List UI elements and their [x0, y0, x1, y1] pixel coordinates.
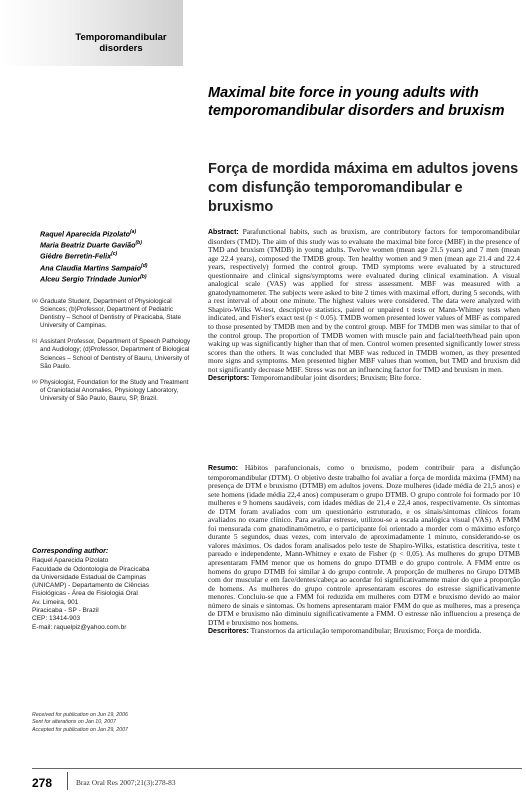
accepted-date: Accepted for publication on Jan 29, 2007 — [32, 726, 129, 733]
corresponding-line: Av. Limeira, 901 — [32, 598, 79, 606]
corresponding-line: da Universidade Estadual de Campinas — [32, 573, 147, 581]
descriptors-text: Temporomandibular joint disorders; Bruxism; Bite force. — [250, 373, 422, 383]
author: Maria Beatriz Duarte Gavião$^{(b)}$ — [40, 240, 142, 250]
corresponding-email[interactable]: E-mail: raquelpiz@yahoo.com.br — [32, 623, 127, 631]
affiliation: (a) Graduate Student, Department of Physiological Sciences; (b)Professor, Department of Pediatric Dentistry – School of Dentistry of Piracicaba, State University of Campinas. — [32, 298, 182, 330]
descritores-text: Transtornos da articulação temporomandibular; Bruxismo; Força de mordida. — [250, 626, 482, 636]
affiliation: (e) Physiologist, Foundation for the Study and Treatment of Craniofacial Anomalies, Physiology Laboratory, University of São Paulo, Bauru, SP, Brazil. — [32, 378, 189, 402]
corresponding-author — [32, 548, 197, 632]
resumo-label: Resumo: — [208, 465, 238, 472]
author-list — [40, 228, 205, 284]
corresponding-line: Faculdade de Odontologia de Piracicaba — [32, 565, 150, 573]
abstract-label: Abstract: — [208, 229, 239, 236]
page-number: 278 — [32, 776, 53, 790]
abstract — [208, 228, 520, 384]
descritores-label: Descritores: — [208, 628, 249, 636]
corresponding-line: CEP: 13414-903 — [32, 615, 81, 623]
article-title-english: Maximal bite force in young adults with temporomandibular disorders and bruxism — [208, 85, 505, 119]
corresponding-line: Piracicaba - SP - Brazil — [32, 607, 99, 615]
corresponding-line: (UNICAMP) - Departamento de Ciências — [32, 582, 150, 590]
corresponding-line: Raquel Aparecida Pizolato — [32, 557, 109, 565]
descriptors-label: Descriptors: — [208, 375, 250, 383]
author: Giédre Berretin-Felix$^{(c)}$ — [40, 251, 118, 261]
affiliation: (c) Assistant Professor, Department of Speech Pathology and Audiology; (d)Professor, Department of Biological Sciences – School of Dentistry of Bauru, University of São Paulo. — [32, 338, 191, 370]
sent-date: Sent for alterations on Jan 10, 2007 — [32, 719, 116, 726]
resumo-text: Hábitos parafuncionais, como o bruxismo, podem contribuir para a disfunção temporomandibular (DTM). O objetivo deste trabalho foi avaliar a força de mordida máxima (FMM) na presença de DTM e bruxismo (DTMB) em adultos jovens. Doze mulheres (idade média de 21,5 anos) e sete homens (idade média 22,4 anos) compuseram o grupo DTMB. O grupo controle foi formado por 10 mulheres e 9 homens saudáveis, com idades médias de 21,4 e 22,4 anos, respectivamente. Os sintomas de DTM foram avaliados com um questionário estruturado, e os sinais/sintomas clínicos foram avaliados no exame clínico. Para avaliar estresse, utilizou-se a escala analógica visual (VAS). A FMM foi mensurada com gnatodinamômetro, e o participante foi orientado a morder com o máximo esforço durante 5 segundos, duas vezes, com intervalo de aproximadamente 1 minuto, considerando-se os valores máximos. Os dados foram analisados pelo teste de Shapiro-Wilks, estatística descritiva, teste t pareado e independente, Mann-Whitney e exato de Fisher (p < 0,05). As mulheres do grupo DTMB apresentaram FMM menor que os homens do grupo DTMB e do grupo controle. A FMM entre os homens do grupo DTMB foi similar à do grupo controle. A proporção de mulheres no Grupo DTMB com dor muscular e em face/dentes/cabeça ao acordar foi significativamente maior do que a proporção de homens. As mulheres do grupo controle apresentaram escores do estresse significativamente menores. Concluiu-se que a FMM foi reduzida em mulheres com DTM e bruxismo devido ao maior número de sinais e sintomas. Os homens apresentaram maior FMM do que as mulheres, mas a presença de DTM e bruxismo não diminuiu significativamente a FMM. O estresse não influenciou a presença de DTM e bruxismo nos homens. — [208, 463, 521, 627]
section-tab-label: Temporomandibular disorders — [75, 32, 167, 54]
publication-dates — [32, 712, 197, 734]
footer-separator — [67, 772, 68, 790]
article-title-portuguese: Força de mordida máxima em adultos jovens com disfunção temporomandibular e bruxismo — [208, 161, 519, 215]
corresponding-line: Fisiológicas - Área de Fisiologia Oral — [32, 590, 138, 598]
author: Alceu Sergio Trindade Junior$^{(b)}$ — [40, 273, 147, 284]
author: Ana Claudia Martins Sampaio$^{(d)}$ — [40, 262, 148, 272]
received-date: Received for publication on Jun 19, 2006 — [32, 712, 128, 718]
corresponding-author-heading: Corresponding author: — [32, 548, 109, 555]
abstract-text: Parafunctional habits, such as bruxism, are contributory factors for temporomandibular disorders (TMD). The aim of this study was to evaluate the maximal bite force (MBF) in the presence of TMD and bruxism (TMDB) in young adults. Twelve women (mean age 21.5 years) and 7 men (mean age 22.4 years), composed the TMDB group. Ten healthy women and 9 men (mean age 21.4 and 22.4 years, respectively) formed the control group. TMD symptoms were evaluated by a structured questionnaire and clinical signs/symptoms were evaluated during clinical examination. A visual analogical scale (VAS) was applied for stress assessment. MBF was measured with a gnatodynamometer. The subjects were asked to bite 2 times with maximal effort, during 5 seconds, with a rest interval of about one minute. The highest values were considered. The data were analyzed with Shapiro-Wilks W-test, descriptive statistics, paired or unpaired t tests or Mann-Whitney tests when indicated, and Fisher's exact test (p < 0.05). TMDB women presented lower values of MBF as compared to those presented by TMDB men and by the control group. MBF for TMDB men was similar to that of the control group. The proportion of TMDB women with muscle pain and facial/teeth/head pain upon waking up was significantly higher than that of men. Control women presented significantly lower stress scores than the others. It was concluded that MBF was reduced in TMDB women, as they presented more signs and symptoms. Men presented higher MBF values than women, but TMD and bruxism did not significantly decrease MBF. Stress was not an influencing factor for TMD and bruxism in men. — [208, 227, 520, 374]
affiliations — [32, 298, 194, 411]
author: Raquel Aparecida Pizolato$^{(a)}$ — [40, 229, 137, 239]
journal-citation: Braz Oral Res 2007;21(3):278-83 — [76, 778, 176, 787]
section-tab — [0, 0, 183, 66]
footer-divider — [32, 768, 522, 769]
resumo — [208, 464, 520, 637]
